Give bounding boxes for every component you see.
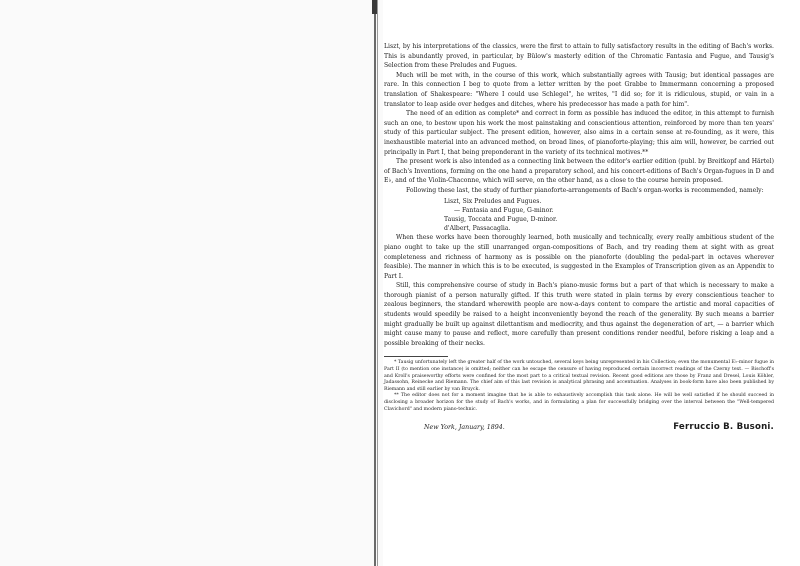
arrangement-list (444, 197, 774, 234)
list-item: Liszt, Six Preludes and Fugues. (444, 197, 542, 205)
list-item: d'Albert, Passacaglia. (444, 225, 511, 233)
footnote-divider (384, 356, 448, 357)
list-item: Tausig, Toccata and Fugue, D-minor. (444, 215, 558, 223)
paragraph-liszt: Liszt, by his interpretations of the classics, were the first to attain to fully satisfactory results in the editing of Bach's works. This is abundantly proved, in particular, by Bülow's masterly edition of the Chromatic Fantasia and Fugue, and Tausig's Selection from these Preludes and Fugues. (384, 43, 774, 70)
footnotes (384, 360, 774, 413)
paragraph-following: Following these last, the study of further pianoforte-arrangements of Bach's organ-works is recommended, namely: (406, 186, 764, 194)
signature-block (384, 423, 774, 433)
footnote: * Tausig unfortunately left the greater half of the work untouched, several keys being unrepresented in his Collection; even the monumental E♭-minor fugue in Part II (to mention one instance) is omitted; neither can he escape the censure of having reproduced certain incorrect readings of the Czerny text. — Bischoff's and Kroll's praiseworthy efforts were confined for the most part to a critical textual revision. Recent good editions are those by Franz and Dresel, Louis Köhler, Jadassohn, Reinecke and Riemann. The chief aim of this last revision is analytical phrasing and accentuation. Analyses in book-form have also been published by Riemann and still earlier by van Bruyck. (384, 360, 774, 392)
paragraph-tausig: Much will be met with, in the course of this work, which substantially agrees with Tausig; but identical passages are rare. In this connection I beg to quote from a letter written by the poet Grabbe to Immermann concerning a proposed translation of Shakespeare: "Where I could use Schlegel", he writes, "I did so; for it is ridiculous, stupid, or vain in a translator to leap aside over hedges and ditches, where his predecessor has made a path for him". (384, 71, 774, 108)
list-item: — Fantasia and Fugue, G-minor. (454, 206, 554, 214)
left-blank-page (0, 0, 383, 566)
page-binding-edge (374, 0, 376, 566)
paragraph-thoroughly-learned: When these works have been thoroughly learned, both musically and technically, every really ambitious student of the piano ought to take up the still unarranged organ-compositions of Bach, and try reading them at sight with as great completeness and richness of harmony as is possible on the pianoforte (doubling the pedal-part in octaves wherever feasible). The manner in which this is to be executed, is suggested in the Examples of Transcription given as an Appendix to Part I. (384, 234, 774, 280)
document-page (384, 42, 774, 433)
paragraph-comprehensive-course: Still, this comprehensive course of study in Bach's piano-music forms but a part of that which is necessary to make a thorough pianist of a person naturally gifted. If this truth were stated in plain terms by every conscientious teacher to zealous beginners, the standard wherewith people are now-a-days content to compare the artistic and moral capacities of students would speedily be raised to a height inconveniently beyond the reach of the generality. By such means a barrier might gradually be built up against dilettantism and mediocrity, and thus against the degeneration of art, — a barrier which might cause many to pause and reflect, more carefully than present conditions render needful, before risking a leap and a possible breaking of their necks. (384, 282, 774, 347)
author-signature: Ferruccio B. Busoni. (673, 422, 774, 433)
page-binding-shadow (377, 0, 378, 566)
place-date: New York, January, 1894. (424, 424, 505, 432)
binding-mark (372, 0, 377, 14)
paragraph-edition-need: The need of an edition as complete* and correct in form as possible has induced the editor, in this attempt to furnish such an one, to bestow upon his work the most painstaking and conscientious attention, reinforced by more than ten years' study of this particular subject. The present edition, however, also aims in a certain sense at re-founding, as it were, this inexhaustible material into an advanced method, on broad lines, of pianoforte-playing; this aim will, however, be carried out principally in Part I, that being preponderant in the variety of its technical motives.** (384, 110, 774, 156)
paragraph-connecting-link: The present work is also intended as a connecting link between the editor's earlier edition (publ. by Breitkopf and Härtel) of Bach's Inventions, forming on the one hand a preparatory school, and his concert-editions of Bach's Organ-fugues in D and E♭, and of the Violin-Chaconne, which will serve, on the other hand, as a close to the course herein proposed. (384, 158, 774, 185)
footnote: ** The editor does not for a moment imagine that he is able to exhaustively accomplish this task alone. He will be well satisfied if he should succeed in disclosing a broader horizon for the study of Bach's works, and in formulating a plan for successfully bridging over the interval between the "Well-tempered Clavichord" and modern piano-technic. (384, 393, 774, 412)
